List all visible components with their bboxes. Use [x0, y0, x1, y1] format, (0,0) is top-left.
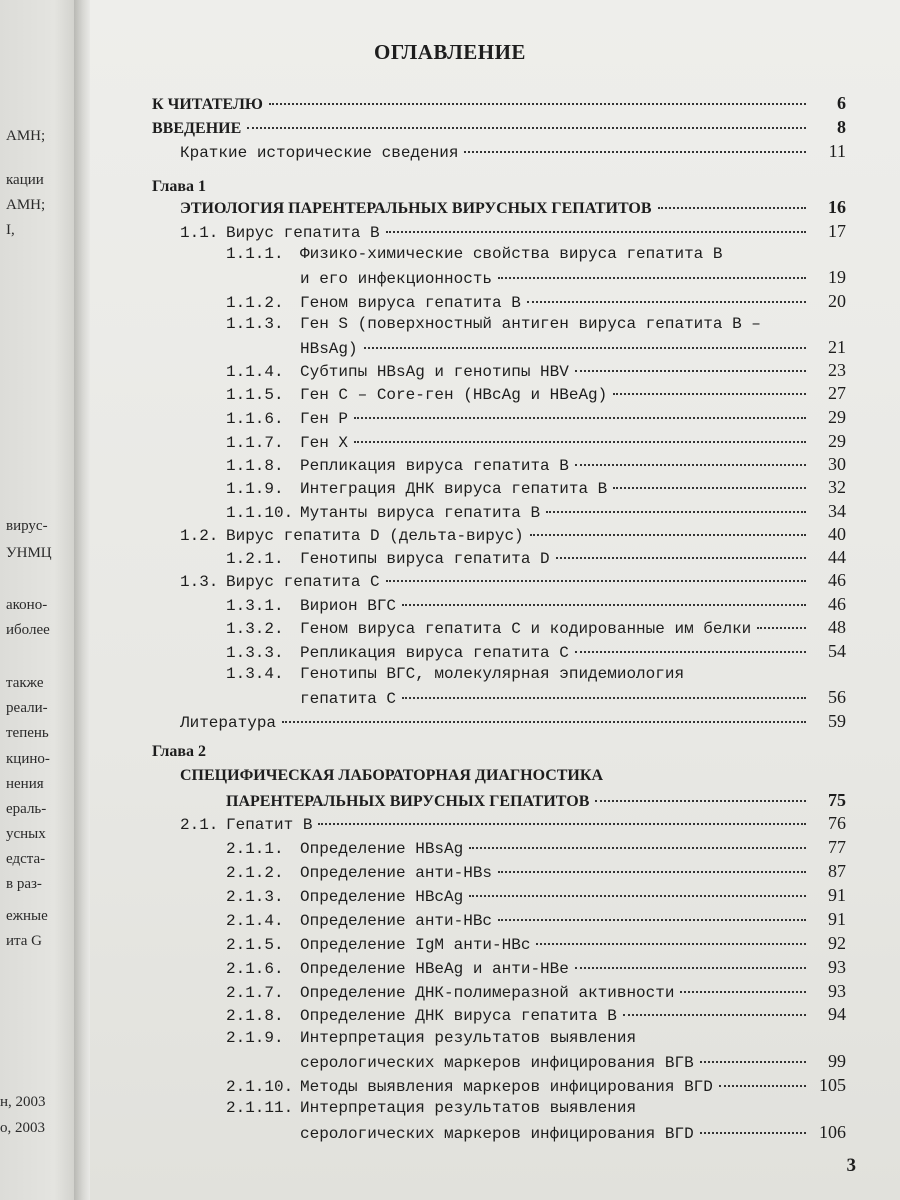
left-page-fragment: АМН; [6, 197, 46, 213]
leader-dots [623, 1014, 806, 1016]
toc-entry-title: ЭТИОЛОГИЯ ПАРЕНТЕРАЛЬНЫХ ВИРУСНЫХ ГЕПАТИТОВ [180, 200, 652, 217]
toc-entry-title: Вирион ВГС [300, 597, 397, 615]
toc-entry-number: 2.1.1. [226, 840, 284, 858]
leader-dots [282, 721, 806, 723]
toc-entry [152, 92, 846, 116]
left-page-fragment: едста- [6, 851, 46, 867]
toc-entry-title: Интеграция ДНК вируса гепатита B [300, 480, 608, 498]
toc-entry-page: 77 [828, 837, 846, 857]
toc-entry-page: 20 [828, 291, 846, 311]
toc-entry-number: 1.1.5. [226, 386, 284, 404]
toc-entry-page: 19 [828, 267, 846, 287]
toc-entry-page: 93 [828, 981, 846, 1001]
toc-entry [226, 290, 846, 314]
page-title: ОГЛАВЛЕНИЕ [374, 40, 526, 64]
toc-entry [152, 741, 820, 763]
toc-entry-page: 93 [828, 957, 846, 977]
leader-dots [469, 895, 806, 897]
toc-entry-title: Определение анти-HBc [300, 912, 493, 930]
toc-entry-title: Определение ДНК вируса гепатита B [300, 1007, 617, 1025]
toc-entry-page: 29 [828, 407, 846, 427]
toc-entry-page: 46 [828, 570, 846, 590]
left-page-fragment: о, 2003 [0, 1120, 45, 1136]
toc-entry [226, 789, 846, 813]
toc-entry-page: 30 [828, 454, 846, 474]
toc-entry-title: Гепатит B [226, 816, 313, 834]
toc-entry [226, 546, 846, 570]
toc-entry-title: Ген P [300, 410, 349, 428]
left-page-fragment: аконо- [6, 597, 48, 613]
leader-dots [469, 847, 806, 849]
toc-entry [226, 430, 846, 454]
toc-entry-title: Геном вируса гепатита B [300, 294, 521, 312]
toc-entry-page: 106 [819, 1122, 846, 1142]
toc-entry [226, 663, 820, 685]
left-page-fragment: I, [6, 222, 15, 238]
left-page-fragment: ежные [6, 908, 48, 924]
toc-entry-page: 11 [828, 141, 846, 161]
toc-entry-page: 29 [828, 431, 846, 451]
toc-entry-number: 1.1. [180, 224, 219, 242]
toc-entry-title: Определение анти-HBs [300, 864, 493, 882]
toc-entry-title: Интерпретация результатов выявления [300, 1029, 637, 1047]
toc-entry-number: 1.1.9. [226, 480, 284, 498]
leader-dots [247, 127, 806, 129]
toc-entry-title: Субтипы HBsAg и генотипы HBV [300, 363, 569, 381]
toc-entry-page: 87 [828, 861, 846, 881]
leader-dots [364, 347, 806, 349]
toc-entry-number: 2.1.6. [226, 960, 284, 978]
toc-entry [180, 140, 846, 164]
leader-dots [556, 557, 806, 559]
toc-entry [300, 1121, 846, 1145]
toc-entry-title: Вирус гепатита B [226, 224, 380, 242]
toc-entry-number: 1.3.1. [226, 597, 284, 615]
left-page-fragment: нения [6, 776, 44, 792]
toc-entry-title: Генотипы вируса гепатита D [300, 550, 550, 568]
toc-entry [226, 860, 846, 884]
toc-entry [226, 1027, 820, 1049]
leader-dots [386, 580, 806, 582]
toc-entry-number: 1.3.4. [226, 665, 284, 683]
toc-entry-title: Глава 2 [152, 743, 206, 760]
toc-entry-title: Определение IgM анти-HBc [300, 936, 531, 954]
toc-entry [226, 359, 846, 383]
left-page-fragment: ераль- [6, 801, 47, 817]
toc-entry-title: серологических маркеров инфицирования ВГD [300, 1125, 694, 1143]
leader-dots [527, 301, 806, 303]
toc-entry-title: К ЧИТАТЕЛЮ [152, 96, 263, 113]
toc-entry [180, 569, 846, 593]
leader-dots [354, 441, 806, 443]
toc-entry [226, 1003, 846, 1027]
left-page-fragment: тепень [6, 725, 49, 741]
toc-entry-page: 54 [828, 641, 846, 661]
leader-dots [757, 627, 806, 629]
toc-entry [226, 382, 846, 406]
left-page-fragment: в раз- [6, 876, 42, 892]
toc-entry [180, 220, 846, 244]
toc-entry-number: 2.1.11. [226, 1099, 294, 1117]
left-page-fragment: кцино- [6, 751, 50, 767]
toc-entry [300, 686, 846, 710]
leader-dots [464, 151, 806, 153]
toc-entry [180, 196, 846, 220]
leader-dots [700, 1132, 806, 1134]
left-page-fragment: ита G [6, 933, 43, 949]
toc-entry-page: 27 [828, 383, 846, 403]
toc-entry-title: серологических маркеров инфицирования ВГВ [300, 1054, 694, 1072]
toc-entry-number: 1.1.10. [226, 504, 294, 522]
toc-entry-number: 2.1.8. [226, 1007, 284, 1025]
toc-entry-title: HBsAg) [300, 340, 358, 358]
toc-entry [226, 956, 846, 980]
leader-dots [498, 277, 806, 279]
toc-entry [180, 523, 846, 547]
toc-entry-number: 2.1.7. [226, 984, 284, 1002]
toc-entry-title: и его инфекционность [300, 270, 493, 288]
toc-entry-title: Методы выявления маркеров инфицирования ВГD [300, 1078, 713, 1096]
left-page-fragment: АМН; [6, 128, 46, 144]
leader-dots [498, 871, 806, 873]
toc-entry [180, 710, 846, 734]
toc-entry-title: Вирус гепатита C [226, 573, 380, 591]
toc-entry-title: Ген X [300, 434, 349, 452]
toc-entry-number: 2.1.2. [226, 864, 284, 882]
toc-entry [226, 476, 846, 500]
toc-entry [226, 1074, 846, 1098]
toc-entry [226, 243, 820, 265]
left-page-fragment: также [6, 675, 44, 691]
toc-entry [226, 932, 846, 956]
leader-dots [386, 231, 806, 233]
toc-entry-page: 44 [828, 547, 846, 567]
toc-entry-page: 8 [837, 117, 846, 137]
toc-entry-page: 91 [828, 909, 846, 929]
toc-entry [226, 453, 846, 477]
leader-dots [318, 823, 806, 825]
toc-entry [226, 884, 846, 908]
toc-entry-page: 105 [819, 1075, 846, 1095]
toc-entry [152, 116, 846, 140]
left-page-fragment: усных [6, 826, 46, 842]
leader-dots [575, 651, 806, 653]
toc-entry [226, 593, 846, 617]
toc-entry-title: Геном вируса гепатита C и кодированные им белки [300, 620, 752, 638]
toc-entry [226, 836, 846, 860]
toc-entry-number: 1.3. [180, 573, 219, 591]
toc-entry-number: 2.1.9. [226, 1029, 284, 1047]
toc-entry-number: 1.3.2. [226, 620, 284, 638]
leader-dots [402, 697, 806, 699]
toc-entry-number: 1.3.3. [226, 644, 284, 662]
leader-dots [498, 919, 806, 921]
toc-entry-title: Определение ДНК-полимеразной активности [300, 984, 675, 1002]
toc-entry-title: СПЕЦИФИЧЕСКАЯ ЛАБОРАТОРНАЯ ДИАГНОСТИКА [180, 767, 604, 784]
left-page-fragment: кации [6, 172, 44, 188]
toc-entry [226, 500, 846, 524]
toc-entry-page: 32 [828, 477, 846, 497]
toc-entry [226, 406, 846, 430]
left-page-fragment: н, 2003 [0, 1094, 46, 1110]
toc-entry [226, 616, 846, 640]
toc-entry-title: Краткие исторические сведения [180, 144, 459, 162]
toc-entry-number: 2.1. [180, 816, 219, 834]
toc-entry [300, 336, 846, 360]
toc-entry-title: Интерпретация результатов выявления [300, 1099, 637, 1117]
toc-entry-number: 1.2.1. [226, 550, 284, 568]
toc-entry-number: 2.1.10. [226, 1078, 294, 1096]
toc-entry-number: 2.1.3. [226, 888, 284, 906]
toc-entry-page: 59 [828, 711, 846, 731]
toc-entry-title: Репликация вируса гепатита C [300, 644, 569, 662]
leader-dots [613, 393, 806, 395]
toc-entry-number: 1.1.7. [226, 434, 284, 452]
toc-entry-page: 16 [828, 197, 846, 217]
toc-entry-title: Определение HBeAg и анти-HBe [300, 960, 569, 978]
toc-entry-page: 92 [828, 933, 846, 953]
toc-entry-title: Репликация вируса гепатита B [300, 457, 569, 475]
toc-entry-page: 56 [828, 687, 846, 707]
toc-entry [300, 266, 846, 290]
toc-entry-title: Генотипы ВГС, молекулярная эпидемиология [300, 665, 685, 683]
leader-dots [719, 1085, 806, 1087]
toc-entry [152, 176, 820, 198]
toc-entry-page: 34 [828, 501, 846, 521]
left-page-fragment: реали- [6, 700, 48, 716]
toc-entry-page: 76 [828, 813, 846, 833]
toc-entry-title: гепатита C [300, 690, 397, 708]
leader-dots [575, 967, 806, 969]
toc-entry-page: 40 [828, 524, 846, 544]
toc-entry-number: 1.1.8. [226, 457, 284, 475]
page-number: 3 [846, 1155, 856, 1176]
toc-entry-number: 2.1.5. [226, 936, 284, 954]
leader-dots [680, 991, 806, 993]
toc-entry-title: ПАРЕНТЕРАЛЬНЫХ ВИРУСНЫХ ГЕПАТИТОВ [226, 793, 590, 810]
left-page-fragment: иболее [6, 622, 50, 638]
toc-entry-title: ВВЕДЕНИЕ [152, 120, 242, 137]
leader-dots [269, 103, 806, 105]
leader-dots [402, 604, 806, 606]
toc-entry-number: 1.1.2. [226, 294, 284, 312]
toc-entry [226, 1097, 820, 1119]
toc-entry-title: Мутанты вируса гепатита B [300, 504, 541, 522]
leader-dots [354, 417, 806, 419]
toc-entry-number: 1.2. [180, 527, 219, 545]
toc-entry-title: Физико-химические свойства вируса гепатита B [300, 245, 723, 263]
toc-entry-number: 1.1.6. [226, 410, 284, 428]
leader-dots [613, 487, 806, 489]
toc-entry-page: 94 [828, 1004, 846, 1024]
leader-dots [536, 943, 806, 945]
leader-dots [530, 534, 806, 536]
toc-entry-title: Литература [180, 714, 277, 732]
toc-entry-title: Ген S (поверхностный антиген вируса гепатита B – [300, 315, 761, 333]
toc-entry-page: 21 [828, 337, 846, 357]
toc-entry-page: 99 [828, 1051, 846, 1071]
toc-entry-number: 1.1.1. [226, 245, 284, 263]
toc-entry-page: 23 [828, 360, 846, 380]
toc-entry [180, 812, 846, 836]
toc-entry [226, 313, 820, 335]
toc-entry-page: 46 [828, 594, 846, 614]
toc-entry-number: 1.1.3. [226, 315, 284, 333]
toc-entry-number: 1.1.4. [226, 363, 284, 381]
toc-entry [226, 640, 846, 664]
leader-dots [595, 800, 806, 802]
toc-entry-number: 2.1.4. [226, 912, 284, 930]
toc-entry [226, 908, 846, 932]
toc-entry [226, 980, 846, 1004]
toc-entry-title: Вирус гепатита D (дельта-вирус) [226, 527, 524, 545]
leader-dots [546, 511, 806, 513]
toc-entry-title: Определение HBcAg [300, 888, 464, 906]
toc-entry-page: 75 [828, 790, 846, 810]
toc-entry-page: 91 [828, 885, 846, 905]
toc-entry-page: 6 [837, 93, 846, 113]
toc-entry [300, 1050, 846, 1074]
toc-entry-title: Определение HBsAg [300, 840, 464, 858]
toc-entry-page: 48 [828, 617, 846, 637]
left-page-fragment: УНМЦ [6, 545, 52, 561]
leader-dots [575, 464, 806, 466]
toc-entry-page: 17 [828, 221, 846, 241]
toc-entry [180, 765, 820, 787]
toc-entry-title: Глава 1 [152, 178, 206, 195]
leader-dots [700, 1061, 806, 1063]
leader-dots [658, 207, 806, 209]
leader-dots [575, 370, 806, 372]
toc-entry-title: Ген C – Core-ген (HBcAg и HBeAg) [300, 386, 608, 404]
left-page-fragment: вирус- [6, 518, 48, 534]
